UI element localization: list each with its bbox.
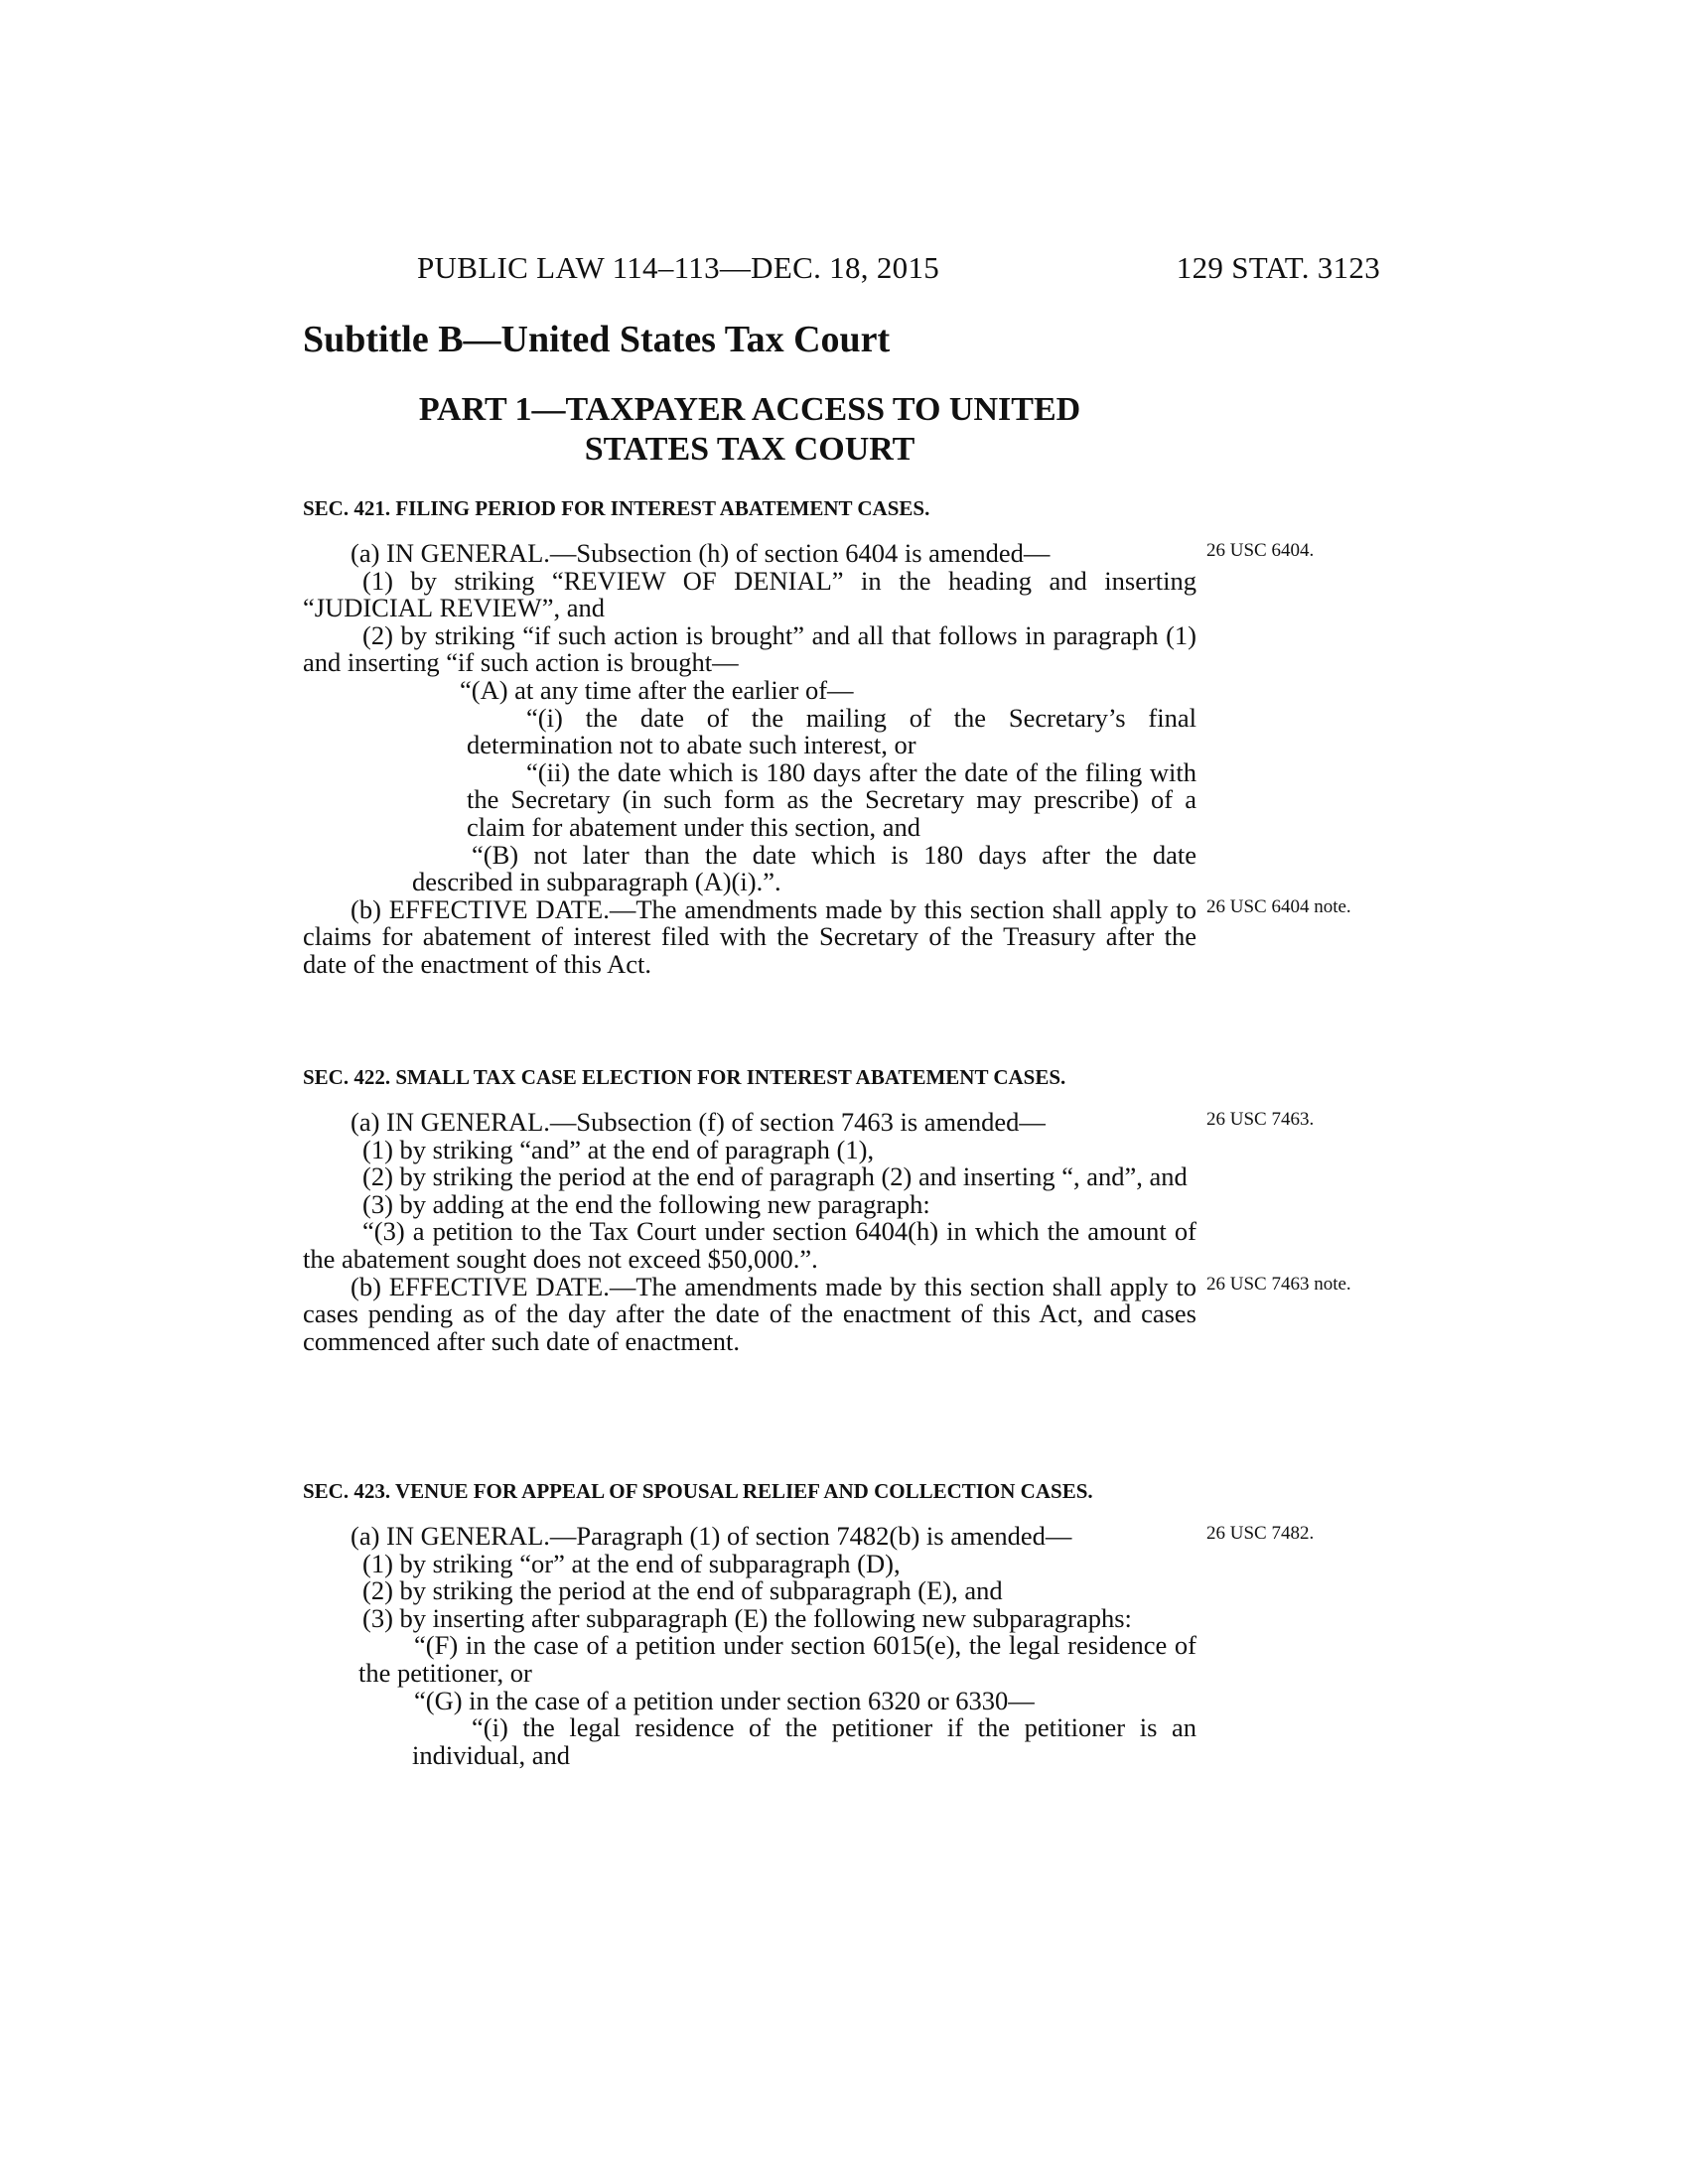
sec-422-subsection-b: (b) EFFECTIVE DATE.—The amendments made by this section shall apply to cases pending as of the day after the date of the enactment of this Act, and cases commenced after such date of enactment. 26 USC 7463 note. — [303, 1274, 1196, 1356]
sec-423-paragraph-1: (1) by striking “or” at the end of subparagraph (D), — [362, 1548, 901, 1578]
section-421 — [303, 496, 1351, 979]
sec-423-clause-i: “(i) the legal residence of the petitioner if the petitioner is an individual, and — [412, 1712, 1196, 1770]
part-heading-line-1: PART 1—TAXPAYER ACCESS TO UNITED — [418, 391, 1081, 428]
part-heading — [303, 390, 1196, 470]
margin-note-26-usc-6404-note: 26 USC 6404 note. — [1206, 895, 1351, 917]
sec-421-subsection-a: (a) IN GENERAL.—Subsection (h) of section 6404 is amended— 26 USC 6404. — [303, 540, 1196, 568]
margin-note-26-usc-7482: 26 USC 7482. — [1206, 1523, 1315, 1544]
running-head-page-number: 129 STAT. 3123 — [1176, 250, 1380, 285]
section-422 — [303, 1065, 1351, 1356]
section-422-heading: SEC. 422. SMALL TAX CASE ELECTION FOR INTEREST ABATEMENT CASES. — [303, 1065, 1066, 1089]
sec-422-paragraph-3: (3) by adding at the end the following new paragraph: — [362, 1188, 930, 1219]
sec-422-paragraph-2: (2) by striking the period at the end of paragraph (2) and inserting “, and”, and — [362, 1161, 1188, 1192]
margin-note-26-usc-7463-note: 26 USC 7463 note. — [1206, 1273, 1351, 1295]
sec-422-paragraph-1: (1) by striking “and” at the end of paragraph (1), — [362, 1134, 875, 1164]
sec-423-paragraph-2: (2) by striking the period at the end of subparagraph (E), and — [362, 1575, 1003, 1606]
sec-422-new-paragraph-3: “(3) a petition to the Tax Court under section 6404(h) in which the amount of the abatement sought does not exceed $50,000.”. — [303, 1216, 1196, 1274]
sec-421-clause-i: “(i) the date of the mailing of the Secretary’s final determination not to abate such interest, or — [467, 702, 1196, 760]
section-421-heading: SEC. 421. FILING PERIOD FOR INTEREST ABATEMENT CASES. — [303, 496, 930, 520]
part-heading-line-2: STATES TAX COURT — [584, 431, 915, 468]
running-head-citation: PUBLIC LAW 114–113—DEC. 18, 2015 — [417, 250, 940, 285]
margin-note-26-usc-6404: 26 USC 6404. — [1206, 540, 1315, 561]
sec-421-subparagraph-a: “(A) at any time after the earlier of— — [460, 674, 854, 705]
margin-note-26-usc-7463: 26 USC 7463. — [1206, 1109, 1315, 1130]
sec-422-subsection-a: (a) IN GENERAL.—Subsection (f) of section 7463 is amended— 26 USC 7463. — [303, 1109, 1196, 1137]
sec-423-subsection-a: (a) IN GENERAL.—Paragraph (1) of section 7482(b) is amended— 26 USC 7482. — [303, 1523, 1196, 1551]
section-423 — [303, 1479, 1315, 1770]
sec-421-subparagraph-b: “(B) not later than the date which is 180 days after the date described in subparagraph (A)(i).”. — [412, 839, 1196, 897]
sec-421-paragraph-2: (2) by striking “if such action is brought” and all that follows in paragraph (1) and inserting “if such action is brought— — [303, 619, 1196, 678]
subtitle-heading: Subtitle B—United States Tax Court — [303, 319, 891, 360]
sec-421-paragraph-1: (1) by striking “REVIEW OF DENIAL” in the heading and inserting “JUDICIAL REVIEW”, and — [303, 565, 1197, 623]
sec-423-subparagraph-f: “(F) in the case of a petition under section 6015(e), the legal residence of the petitioner, or — [358, 1630, 1196, 1688]
sec-421-subsection-b: (b) EFFECTIVE DATE.—The amendments made by this section shall apply to claims for abatement of interest filed with the Secretary of the Treasury after the date of the enactment of this Act. 26 USC 6404 note. — [303, 896, 1196, 979]
section-423-heading: SEC. 423. VENUE FOR APPEAL OF SPOUSAL RELIEF AND COLLECTION CASES. — [303, 1479, 1093, 1503]
sec-423-subparagraph-g: “(G) in the case of a petition under section 6320 or 6330— — [414, 1685, 1035, 1715]
sec-421-clause-ii: “(ii) the date which is 180 days after the date of the filing with the Secretary (in such form as the Secretary may prescribe) of a claim for abatement under this section, and — [467, 756, 1196, 842]
sec-423-paragraph-3: (3) by inserting after subparagraph (E) the following new subparagraphs: — [362, 1602, 1132, 1633]
